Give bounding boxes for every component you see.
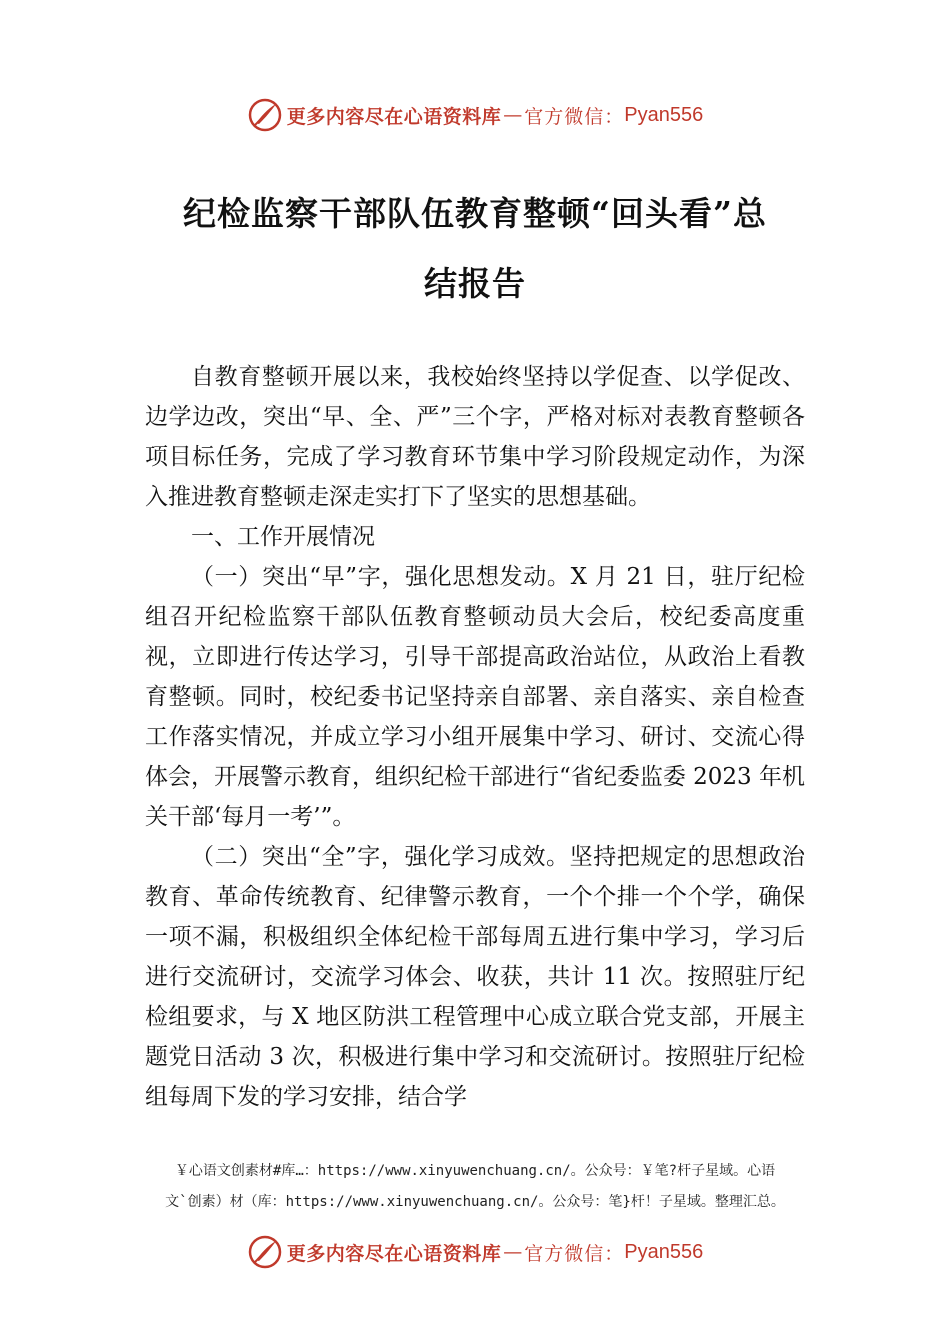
banner-separator: — xyxy=(503,104,523,126)
document-title-line1: 纪检监察干部队伍教育整顿“回头看”总 xyxy=(183,194,767,233)
banner-wechat-id: Pyan556 xyxy=(624,1240,704,1263)
footer-source-line2: 文`创素）材（库：https://www.xinyuwenchuang.cn/。公众号：笔}杆！子星域。整理汇总。 xyxy=(165,1194,785,1210)
banner-wechat-label: 官方微信： xyxy=(524,105,625,128)
banner-main-text: 更多内容尽在心语资料库 xyxy=(286,1242,502,1265)
banner-separator: — xyxy=(503,1241,523,1263)
paragraph-early: （一）突出“早”字，强化思想发动。X 月 21 日，驻厅纪检组召开纪检监察干部队伍教育整顿动员大会后，校纪委高度重视，立即进行传达学习，引导干部提高政治站位，从政治上看教育整顿。同时，校纪委书记坚持亲自部署、亲自落实、亲自检查工作落实情况，并成立学习小组开展集中学习、研讨、交流心得体会，开展警示教育，组织纪检干部进行“省纪委监委 2023 年机关干部‘每月一考’”。 xyxy=(145,564,805,830)
section-heading: 一、工作开展情况 xyxy=(191,524,375,550)
quill-logo-icon xyxy=(247,97,283,133)
paragraph-intro: 自教育整顿开展以来，我校始终坚持以学促查、以学促改、边学边改，突出“早、全、严”三个字，严格对标对表教育整顿各项目标任务，完成了学习教育环节集中学习阶段规定动作，为深入推进教育整顿走深走实打下了坚实的思想基础。 xyxy=(145,364,805,510)
paragraph-full: （二）突出“全”字，强化学习成效。坚持把规定的思想政治教育、革命传统教育、纪律警示教育，一个个排一个个学，确保一项不漏，积极组织全体纪检干部每周五进行集中学习，学习后进行交流研讨，交流学习体会、收获，共计 11 次。按照驻厅纪检组要求，与 X 地区防洪工程管理中心成立联合党支部，开展主题党日活动 3 次，积极进行集中学习和交流研讨。按照驻厅纪检组每周下发的学习安排，结合学 xyxy=(145,844,805,1110)
document-title-line2: 结报告 xyxy=(424,264,526,303)
quill-logo-icon xyxy=(247,1234,283,1270)
banner-wechat-label: 官方微信： xyxy=(524,1242,625,1265)
banner-wechat-id: Pyan556 xyxy=(624,103,704,126)
footer-banner xyxy=(0,1232,950,1272)
document-body xyxy=(145,357,805,1117)
footer-source-line1: ￥心语文创素材#库…：https://www.xinyuwenchuang.cn/。公众号：￥笔?杆子星域。心语 xyxy=(174,1163,776,1179)
banner-main-text: 更多内容尽在心语资料库 xyxy=(286,105,502,128)
header-banner xyxy=(0,95,950,135)
